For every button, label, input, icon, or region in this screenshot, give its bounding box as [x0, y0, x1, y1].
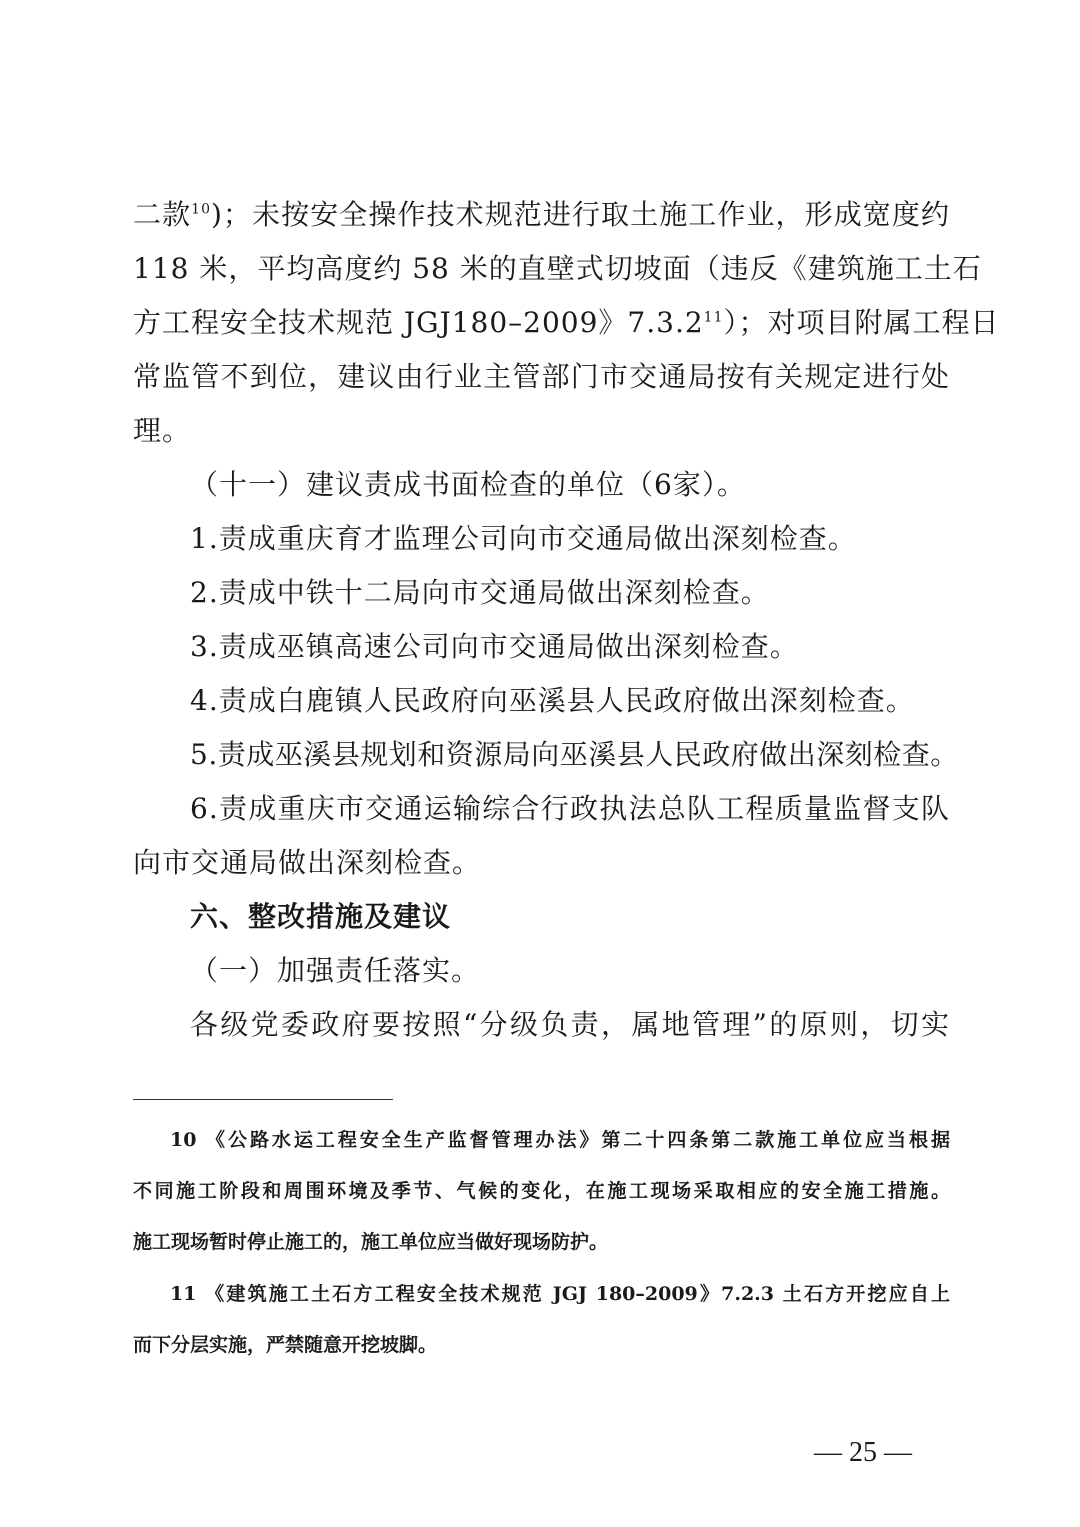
footnote-ref-11[interactable]: 11 [703, 309, 724, 326]
body-line-1 [133, 195, 950, 235]
footnote-11-line-1: 11 《建筑施工土石方工程安全技术规范 JGJ 180–2009》7.2.3 土石方开挖应自上 [170, 1283, 950, 1305]
list-item-3: 3.责成巫镇高速公司向市交通局做出深刻检查。 [190, 630, 799, 663]
footnote-ref-10[interactable]: 10 [191, 201, 211, 218]
list-item-5: 5.责成巫溪县规划和资源局向巫溪县人民政府做出深刻检查。 [190, 738, 959, 771]
footnote-10-line-3: 施工现场暂时停止施工的，施工单位应当做好现场防护。 [133, 1231, 609, 1253]
page-number: — 25 — [814, 1437, 912, 1468]
list-item-6-line-1: 6.责成重庆市交通运输综合行政执法总队工程质量监督支队 [190, 792, 950, 825]
body-line-3b: ）；对项目附属工程日 [723, 306, 1000, 339]
body-line-3a: 方工程安全技术规范 JGJ180–2009》7.3.2 [133, 306, 704, 339]
list-item-6-line-2: 向市交通局做出深刻检查。 [133, 846, 482, 879]
body-line-1b: )；未按安全操作技术规范进行取土施工作业，形成宽度约 [211, 198, 950, 231]
section-11-heading: （十一）建议责成书面检查的单位（6家）。 [190, 468, 746, 501]
body-line-5: 理。 [133, 414, 192, 447]
footnote-11-line-2: 而下分层实施，严禁随意开挖坡脚。 [133, 1334, 438, 1356]
list-item-4: 4.责成白鹿镇人民政府向巫溪县人民政府做出深刻检查。 [190, 684, 915, 717]
body-line-1a: 二款 [133, 198, 192, 231]
section-6-heading: 六、整改措施及建议 [190, 900, 452, 933]
body-line-3 [133, 303, 1000, 343]
body-line-4: 常监管不到位，建议由行业主管部门市交通局按有关规定进行处 [133, 360, 950, 393]
footnote-10-line-2: 不同施工阶段和周围环境及季节、气候的变化，在施工现场采取相应的安全施工措施。 [133, 1180, 950, 1202]
footnote-divider [133, 1099, 393, 1100]
subsection-1-heading: （一）加强责任落实。 [190, 954, 481, 987]
list-item-1: 1.责成重庆育才监理公司向市交通局做出深刻检查。 [190, 522, 857, 555]
footnote-10-line-1: 10 《公路水运工程安全生产监督管理办法》第二十四条第二款施工单位应当根据 [170, 1129, 950, 1151]
body-line-2: 118 米，平均高度约 58 米的直壁式切坡面（违反《建筑施工土石 [133, 252, 982, 285]
list-item-2: 2.责成中铁十二局向市交通局做出深刻检查。 [190, 576, 770, 609]
last-paragraph-line: 各级党委政府要按照“分级负责，属地管理”的原则，切实 [190, 1008, 950, 1041]
